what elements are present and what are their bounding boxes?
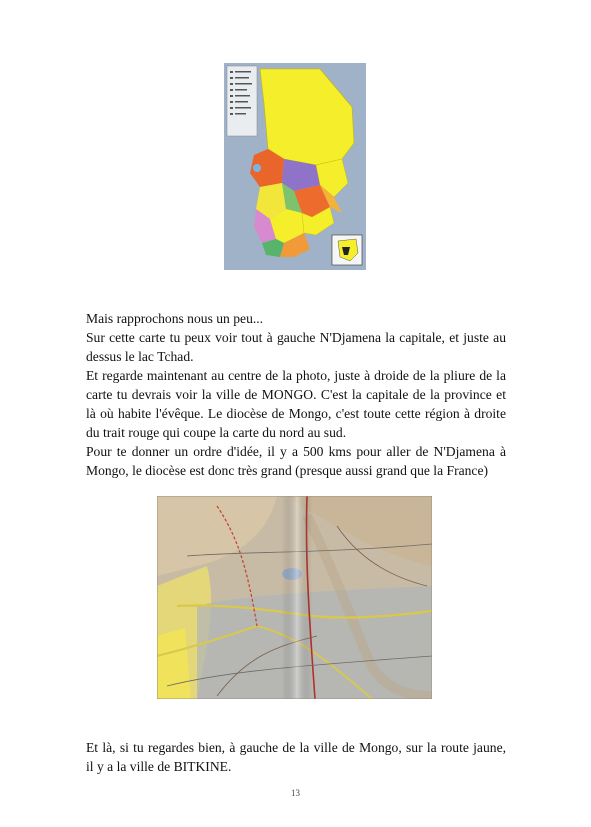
text-line: du trait rouge qui coupe la carte du nord au sud. [86, 425, 347, 440]
text-line: Et regarde maintenant au centre de la photo, juste à droide de la pliure de la [86, 368, 506, 383]
page-number: 13 [291, 788, 300, 798]
paragraph-intro [86, 309, 506, 480]
mongo-region-photo [157, 496, 432, 699]
chad-regions-map [224, 63, 366, 270]
paragraph-bitkine [86, 738, 506, 776]
text-line: là où habite l'évêque. Le diocèse de Mongo, c'est toute cette région à droite [86, 406, 506, 421]
text-line: Mais rapprochons nous un peu... [86, 311, 264, 326]
text-line: dessus le lac Tchad. [86, 349, 194, 364]
text-line: Mongo, le diocèse est donc très grand (presque aussi grand que la France) [86, 463, 489, 478]
text-line: Pour te donner un ordre d'idée, il y a 500 kms pour aller de N'Djamena à [86, 444, 506, 459]
text-line: il y a la ville de BITKINE. [86, 759, 232, 774]
text-line: Sur cette carte tu peux voir tout à gauche N'Djamena la capitale, et juste au [86, 330, 506, 345]
text-line: carte tu devrais voir la ville de MONGO. C'est la capitale de la province et [86, 387, 506, 402]
text-line: Et là, si tu regardes bien, à gauche de la ville de Mongo, sur la route jaune, [86, 740, 506, 755]
